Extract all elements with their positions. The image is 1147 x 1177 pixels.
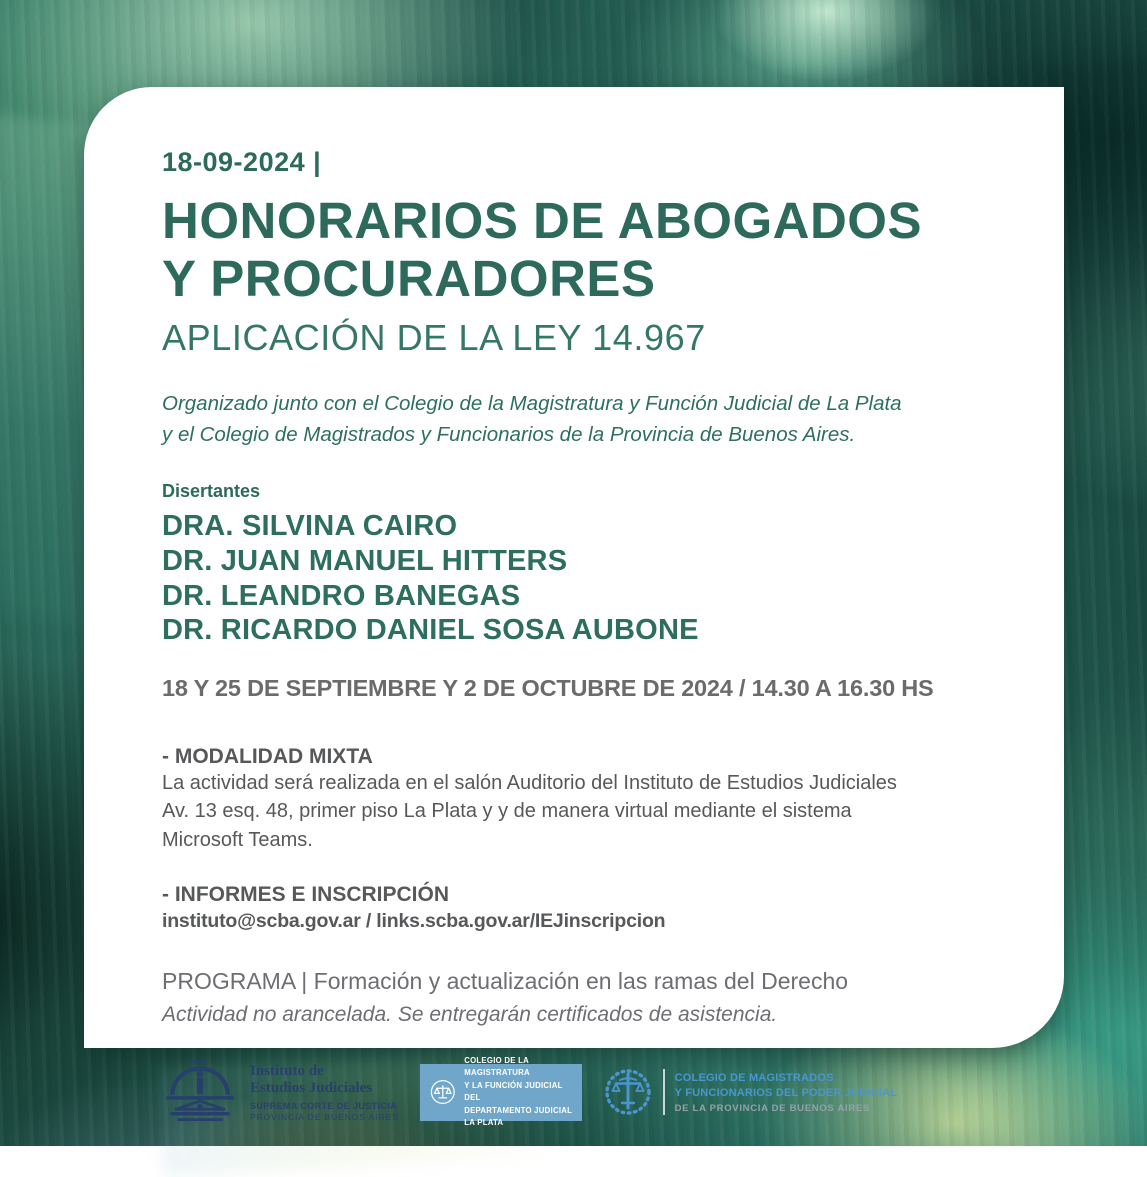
schedule-line: 18 Y 25 DE SEPTIEMBRE Y 2 DE OCTUBRE DE 2024 / 14.30 A 16.30 HS	[162, 675, 986, 702]
magistratura-line1: COLEGIO DE LA MAGISTRATURA	[464, 1055, 572, 1080]
event-title	[162, 192, 986, 308]
magistratura-line2: Y LA FUNCIÓN JUDICIAL DEL	[464, 1080, 572, 1105]
info-section	[162, 883, 986, 933]
speaker-name: DR. RICARDO DANIEL SOSA AUBONE	[162, 613, 986, 648]
contact-line: instituto@scba.gov.ar / links.scba.gov.ar/IEJinscripcion	[162, 910, 986, 933]
modality-text	[162, 769, 986, 854]
event-title-line2: Y PROCURADORES	[162, 250, 986, 308]
magistrados-logo-text	[675, 1071, 898, 1114]
scales-icon	[429, 1073, 457, 1111]
speakers-heading: Disertantes	[162, 481, 986, 502]
flyer-card	[84, 87, 1064, 1048]
event-subtitle: APLICACIÓN DE LA LEY 14.967	[162, 317, 986, 359]
laurel-scales-emblem-icon	[603, 1067, 653, 1117]
organizer-text	[162, 389, 986, 450]
event-title-line1: HONORARIOS DE ABOGADOS	[162, 192, 986, 250]
info-heading: - INFORMES E INSCRIPCIÓN	[162, 883, 986, 907]
magistrados-logo	[603, 1067, 898, 1117]
organizer-line1: Organizado junto con el Colegio de la Magistratura y Función Judicial de La Plata	[162, 389, 986, 419]
courthouse-dome-icon	[162, 1060, 238, 1124]
magistratura-logo-text	[464, 1055, 572, 1130]
iej-logo	[162, 1060, 399, 1124]
modality-line2: Av. 13 esq. 48, primer piso La Plata y y de manera virtual mediante el sistema	[162, 797, 986, 825]
certificate-note: Actividad no arancelada. Se entregarán certificados de asistencia.	[162, 1003, 986, 1027]
modality-section	[162, 745, 986, 854]
iej-logo-text	[250, 1063, 399, 1123]
magistratura-line3: DEPARTAMENTO JUDICIAL LA PLATA	[464, 1105, 572, 1130]
speaker-name: DRA. SILVINA CAIRO	[162, 509, 986, 544]
program-line: PROGRAMA | Formación y actualización en las ramas del Derecho	[162, 968, 986, 995]
magistratura-logo	[420, 1064, 582, 1121]
speakers-list	[162, 509, 986, 648]
magistrados-line3: DE LA PROVINCIA DE BUENOS AIRES	[675, 1103, 898, 1114]
organizer-line2: y el Colegio de Magistrados y Funcionarios de la Provincia de Buenos Aires.	[162, 420, 986, 450]
modality-line1: La actividad será realizada en el salón Auditorio del Instituto de Estudios Judiciales	[162, 769, 986, 797]
logos-row	[162, 1060, 986, 1124]
iej-name-line1: Instituto de	[250, 1063, 399, 1080]
iej-name-line2: Estudios Judiciales	[250, 1080, 399, 1097]
logo-divider	[663, 1069, 665, 1115]
speaker-name: DR. LEANDRO BANEGAS	[162, 579, 986, 614]
magistrados-line2: Y FUNCIONARIOS DEL PODER JUDICIAL	[675, 1086, 898, 1101]
modality-heading: - MODALIDAD MIXTA	[162, 745, 986, 769]
iej-subtitle-line1: SUPREMA CORTE DE JUSTICIA	[250, 1101, 399, 1111]
event-date: 18-09-2024 |	[162, 147, 986, 178]
iej-subtitle-line2: PROVINCIA DE BUENOS AIRES	[250, 1112, 399, 1122]
modality-line3: Microsoft Teams.	[162, 826, 986, 854]
speaker-name: DR. JUAN MANUEL HITTERS	[162, 544, 986, 579]
magistrados-line1: COLEGIO DE MAGISTRADOS	[675, 1071, 898, 1086]
